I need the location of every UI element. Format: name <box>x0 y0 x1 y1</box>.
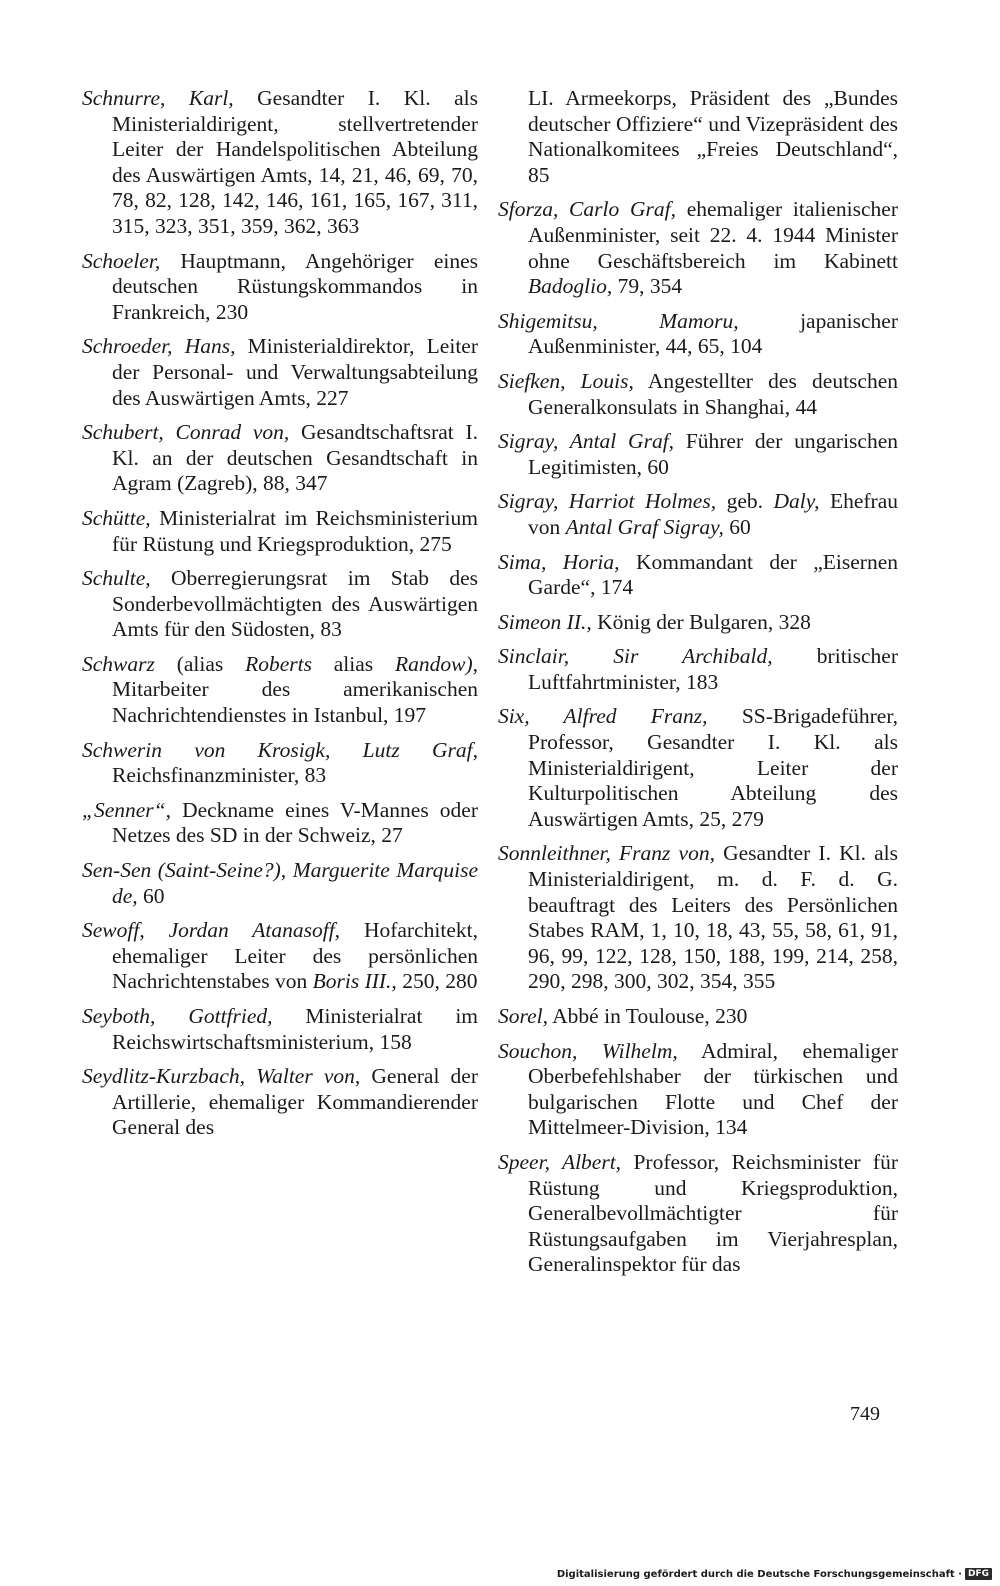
entry-name: Seyboth, Gottfried, <box>82 1004 273 1028</box>
entry-name: Boris III., <box>312 969 397 994</box>
entry-name: Antal Graf Sigray, <box>565 514 724 539</box>
index-entry <box>82 334 478 411</box>
entry-name: Schnurre, Karl, <box>82 86 234 110</box>
entry-name: Sewoff, Jordan Atanasoff, <box>82 918 341 943</box>
entry-description: Ehefrau von <box>528 489 898 539</box>
left-column <box>82 86 478 1150</box>
entry-name: Sonnleithner, Franz von, <box>498 841 715 866</box>
footer-text: Digitalisierung gefördert durch die Deutsche Forschungsgemeinschaft · <box>556 1568 962 1580</box>
index-entry <box>498 841 898 995</box>
entry-name: Sima, Horia, <box>498 549 620 574</box>
index-entry <box>82 652 478 729</box>
entry-name: Shigemitsu, Mamoru, <box>498 308 739 333</box>
entry-name: Sigray, Harriot Holmes, <box>498 489 717 514</box>
index-entry <box>82 918 478 995</box>
entry-description: LI. Armeekorps, Präsident des „Bundes deutscher Offiziere“ und Vizepräsident des Nationalkomitees „Freies Deutschland“, 85 <box>528 86 898 187</box>
entry-name: Roberts <box>245 651 312 676</box>
entry-description: Abbé in Toulouse, 230 <box>547 1004 748 1028</box>
entry-name: Badoglio, <box>528 274 613 299</box>
entry-name: Schwarz <box>82 651 155 676</box>
entry-description: 60 <box>137 883 165 908</box>
entry-description: Angestellter des deutschen Generalkonsulats in Shanghai, 44 <box>528 368 898 419</box>
index-entry <box>498 369 898 420</box>
entry-name: Sigray, Antal Graf, <box>498 429 675 454</box>
digitization-footer <box>557 1566 992 1582</box>
entry-description: Gesandter I. Kl. als Ministerialdirigent, m. d. F. d. G. beauftragt des Leiters des Persönlichen Stabes RAM, 1, 10, 18, 43, 55, 58, 61, 91, 96, 99, 122, 128, 150, 188, 199, 214, 258, 290, 298, 300, 302, 354, 355 <box>528 841 898 994</box>
entry-name: Sen-Sen (Saint-Seine?), Marguerite Marquise de, <box>82 858 478 908</box>
entry-name: Randow), <box>394 651 478 676</box>
entry-name: Schwerin von Krosigk, Lutz Graf, <box>82 737 478 762</box>
entry-description: ehemaliger italienischer Außenminister, seit 22. 4. 1944 Minister ohne Geschäftsbereich im Kabinett <box>528 197 898 273</box>
entry-description: Gesandter I. Kl. als Ministerialdirigent, stellvertretender Leiter der Handelspolitischen Abteilung des Auswärtigen Amts, 14, 21, 46, 69, 70, 78, 82, 128, 142, 146, 161, 165, 167, 311, 315, 323, 351, 359, 362, 363 <box>112 86 478 238</box>
index-entry <box>82 1064 478 1141</box>
entry-description: General der Artillerie, ehemaliger Kommandierender General des <box>112 1064 478 1140</box>
entry-name: Six, Alfred Franz, <box>498 704 708 729</box>
index-entry <box>82 420 478 497</box>
entry-description: Kommandant der „Eisernen Garde“, 174 <box>528 549 898 600</box>
index-entry <box>82 566 478 643</box>
index-entry <box>498 489 898 540</box>
index-entry <box>498 610 898 636</box>
entry-name: Sorel, <box>498 1004 548 1028</box>
index-entry <box>82 506 478 557</box>
index-entry <box>82 738 478 789</box>
index-entry <box>498 197 898 299</box>
entry-name: Souchon, Wilhelm, <box>498 1038 678 1063</box>
entry-description: SS-Brigadeführer, Professor, Gesandter I. Kl. als Ministerialdirigent, Leiter der Kulturpolitischen Abteilung des Auswärtigen Amts, 25, 279 <box>528 704 898 831</box>
entry-description: Führer der ungarischen Legitimisten, 60 <box>528 429 898 479</box>
entry-description: König der Bulgaren, 328 <box>591 609 811 634</box>
entry-description: Professor, Reichsminister für Rüstung und Kriegsproduktion, Generalbevollmächtigter für Rüstungsaufgaben im Vierjahresplan, Generalinspektor für das <box>528 1149 898 1277</box>
entry-name: Simeon II., <box>498 609 592 634</box>
entry-name: Siefken, Louis, <box>498 368 634 393</box>
index-entry <box>82 798 478 849</box>
index-entry <box>498 1004 898 1030</box>
entry-name: Sinclair, Sir Archibald, <box>498 644 773 669</box>
entry-description: Hofarchitekt, ehemaliger Leiter des persönlichen Nachrichtenstabes von <box>112 918 478 994</box>
entry-name: Schubert, Conrad von, <box>82 420 290 445</box>
index-entry <box>498 550 898 601</box>
index-entry <box>498 1039 898 1141</box>
entry-description: Deckname eines V-Mannes oder Netzes des SD in der Schweiz, 27 <box>112 797 478 848</box>
entry-description: Hauptmann, Angehöriger eines deutschen Rüstungskommandos in Frankreich, 230 <box>112 248 478 324</box>
entry-description: Reichsfinanzminister, 83 <box>112 763 327 788</box>
entry-name: Schütte, <box>82 505 151 530</box>
entry-description: Ministerialrat im Reichsministerium für Rüstung und Kriegsproduktion, 275 <box>112 505 478 556</box>
entry-description: alias <box>311 651 395 676</box>
index-entry <box>82 86 478 240</box>
entry-name: Sforza, Carlo Graf, <box>498 197 676 222</box>
entry-description: Mitarbeiter des amerikanischen Nachrichtendienstes in Istanbul, 197 <box>112 677 478 728</box>
entry-description: 250, 280 <box>396 969 478 994</box>
entry-description: Admiral, ehemaliger Oberbefehlshaber der türkischen und bulgarischen Flotte und Chef der Mittelmeer-Division, 134 <box>528 1038 899 1140</box>
entry-description: 60 <box>723 514 751 539</box>
entry-name: Seydlitz-Kurzbach, Walter von, <box>82 1064 361 1089</box>
entry-description: Oberregierungsrat im Stab des Sonderbevollmächtigten des Auswärtigen Amts für den Südosten, 83 <box>112 566 478 642</box>
entry-name: Schulte, <box>82 566 151 591</box>
index-entry <box>498 644 898 695</box>
index-entry <box>498 1150 898 1278</box>
entry-name: „Senner“, <box>82 797 171 822</box>
entry-description: 79, 354 <box>612 274 683 299</box>
entry-name: Daly, <box>773 489 820 514</box>
entry-description: britischer Luftfahrtminister, 183 <box>528 644 898 694</box>
entry-name: Schroeder, Hans, <box>82 334 236 359</box>
entry-name: Schoeler, <box>82 248 161 273</box>
entry-description: japanischer Außenminister, 44, 65, 104 <box>528 308 898 359</box>
entry-description: (alias <box>154 651 246 676</box>
entry-description: geb. <box>716 489 774 514</box>
entry-name: Speer, Albert, <box>498 1149 622 1174</box>
index-entry <box>82 249 478 326</box>
right-column <box>498 86 898 1287</box>
index-entry <box>498 704 898 832</box>
index-entry-continuation <box>498 86 898 188</box>
entry-description: Gesandtschaftsrat I. Kl. an der deutschen Gesandtschaft in Agram (Zagreb), 88, 347 <box>112 420 478 496</box>
index-entry <box>82 1004 478 1055</box>
index-entry <box>498 429 898 480</box>
index-entry <box>82 858 478 909</box>
page-number: 749 <box>850 1403 880 1425</box>
index-entry <box>498 309 898 360</box>
entry-description: Ministerialdirektor, Leiter der Personal- und Verwaltungsabteilung des Auswärtigen Amts, 227 <box>112 334 478 410</box>
entry-description: Ministerialrat im Reichswirtschaftsministerium, 158 <box>112 1004 479 1054</box>
dfg-logo: DFG <box>965 1568 992 1580</box>
